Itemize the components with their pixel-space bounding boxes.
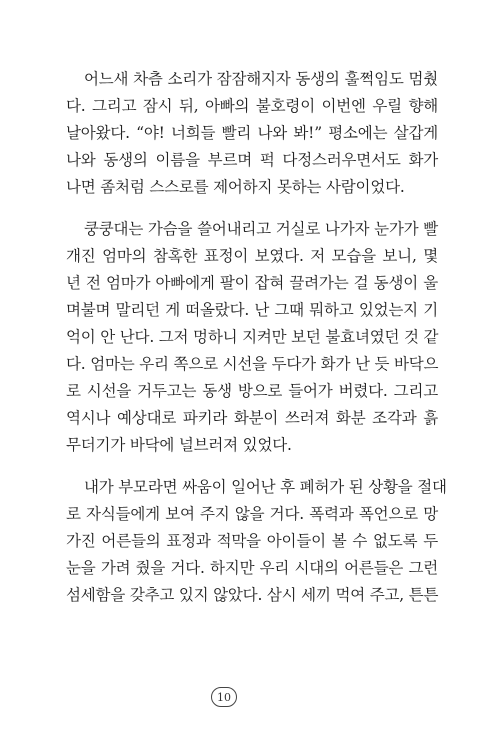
page-number: 10 [211, 687, 237, 707]
paragraph-2-line-3: 년 전 엄마가 아빠에게 팔이 잡혀 끌려가는 걸 동생이 울 [66, 274, 438, 292]
paragraph-2-line-7: 로 시선을 거두고는 동생 방으로 들어가 버렸다. 그리고 [66, 382, 438, 400]
paragraph-3-line-5: 섬세함을 갖추고 있지 않았다. 삼시 세끼 먹여 주고, 튼튼 [66, 586, 439, 604]
paragraph-2-line-9: 무더기가 바닥에 널브러져 있었다. [66, 436, 292, 454]
paragraph-1-line-1: 어느새 차츰 소리가 잠잠해지자 동생의 훌쩍임도 멈췄 [84, 70, 438, 88]
paragraph-1-line-3: 날아왔다. “야! 너희들 빨리 나와 봐!” 평소에는 살갑게 [66, 124, 438, 142]
paragraph-1-line-5: 나면 좀처럼 스스로를 제어하지 못하는 사람이었다. [66, 178, 405, 196]
paragraph-3-line-2: 로 자식들에게 보여 주지 않을 거다. 폭력과 폭언으로 망 [66, 505, 438, 523]
paragraph-1-line-2: 다. 그리고 잠시 뒤, 아빠의 불호령이 이번엔 우릴 향해 [66, 97, 438, 115]
paragraph-1-line-4: 나와 동생의 이름을 부르며 퍽 다정스러우면서도 화가 [66, 151, 438, 169]
paragraph-3-line-1: 내가 부모라면 싸움이 일어난 후 폐허가 된 상황을 절대 [84, 478, 447, 496]
paragraph-2-line-4: 며불며 말리던 게 떠올랐다. 난 그때 뭐하고 있었는지 기 [66, 301, 438, 319]
paragraph-2-line-2: 개진 엄마의 참혹한 표정이 보였다. 저 모습을 보니, 몇 [66, 247, 438, 265]
paragraph-3-line-4: 눈을 가려 줬을 거다. 하지만 우리 시대의 어른들은 그런 [66, 559, 438, 577]
paragraph-3-line-3: 가진 어른들의 표정과 적막을 아이들이 볼 수 없도록 두 [66, 532, 438, 550]
paragraph-2-line-5: 억이 안 난다. 그저 멍하니 지켜만 보던 불효녀였던 것 같 [66, 328, 439, 346]
paragraph-2-line-8: 역시나 예상대로 파키라 화분이 쓰러져 화분 조각과 흙 [66, 409, 438, 427]
paragraph-2-line-6: 다. 엄마는 우리 쪽으로 시선을 두다가 화가 난 듯 바닥으 [66, 355, 439, 373]
paragraph-2-line-1: 쿵쿵대는 가슴을 쓸어내리고 거실로 나가자 눈가가 빨 [84, 220, 438, 238]
